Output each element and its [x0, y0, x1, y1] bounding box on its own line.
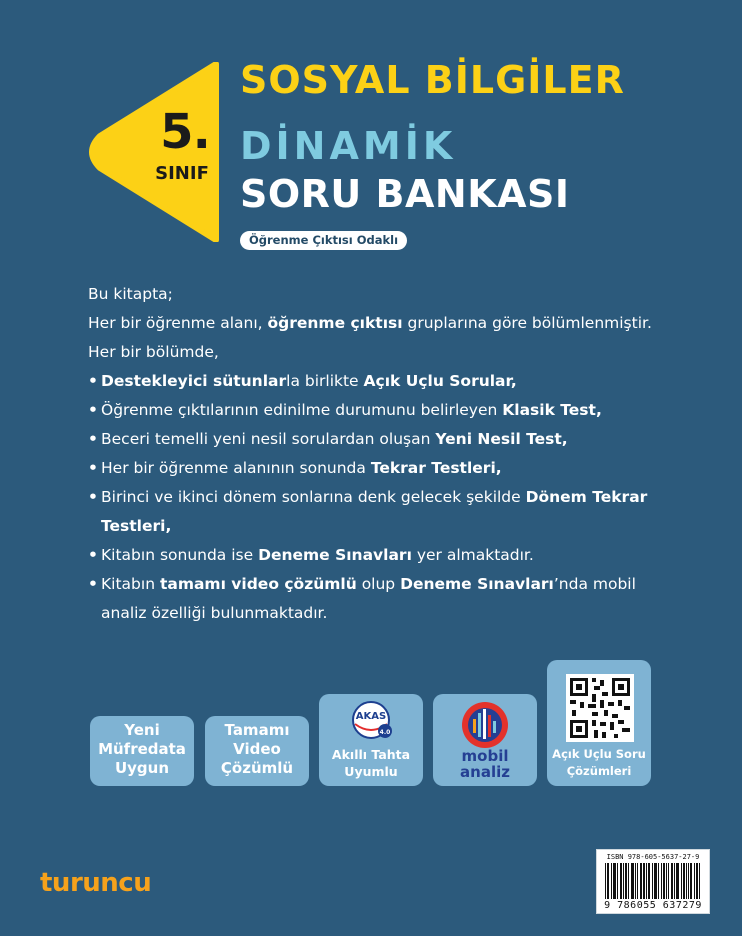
description-text: [88, 280, 668, 628]
text: Kitabın sonunda ise: [101, 546, 259, 564]
list-item: [88, 454, 668, 483]
text: Beceri temelli yeni nesil sorulardan oluşan: [101, 430, 436, 448]
tagline-pill: Öğrenme Çıktısı Odaklı: [240, 231, 407, 250]
card-line: Akıllı Tahta: [331, 747, 411, 762]
list-item: [88, 367, 668, 396]
akas-version-text: 4.0: [379, 729, 391, 736]
mobile-logo-word-2: analiz: [460, 763, 510, 781]
card-line: Uygun: [114, 759, 170, 777]
barcode-bar: [652, 863, 653, 899]
mobile-analysis-logo-icon: [460, 700, 510, 750]
barcode-bar: [697, 863, 698, 899]
barcode-bar: [648, 863, 649, 899]
barcode-bar: [613, 863, 614, 899]
barcode-bar: [605, 863, 606, 899]
barcode-bar: [686, 863, 687, 899]
bullet-icon: •: [88, 459, 98, 477]
list-item: [88, 483, 668, 541]
card-line: Video: [233, 740, 281, 758]
isbn-digits: 9 786055 637279: [604, 900, 702, 911]
card-line: Tamamı: [224, 721, 290, 739]
bullet-icon: •: [88, 575, 98, 593]
feature-card-video: [205, 716, 309, 786]
barcode-bar: [617, 863, 618, 899]
intro-line-2: [88, 309, 668, 338]
card-line: Açık Uçlu Soru: [552, 747, 646, 761]
barcode-bar: [666, 863, 667, 899]
barcode-bar: [608, 863, 609, 899]
bold-text: Tekrar Testleri,: [370, 459, 502, 477]
feature-card-curriculum: [90, 716, 194, 786]
barcode-bar: [614, 863, 615, 899]
text: Öğrenme çıktılarının edinilme durumunu belirleyen: [101, 401, 503, 419]
bold-text: Destekleyici sütunlar: [101, 372, 287, 390]
barcode-bar: [633, 863, 634, 899]
bold-text: Açık Uçlu Sorular,: [363, 372, 517, 390]
barcode-bar: [688, 863, 689, 899]
card-line: Müfredata: [98, 740, 186, 758]
intro-line-1: Bu kitapta;: [88, 285, 173, 303]
feature-card-smartboard: [319, 694, 423, 786]
bold-text: Deneme Sınavları: [400, 575, 554, 593]
bold-text: Yeni Nesil Test,: [435, 430, 568, 448]
barcode-bar: [684, 863, 685, 899]
barcode-bar: [615, 863, 616, 899]
bold-text: Klasik Test,: [502, 401, 602, 419]
bullet-icon: •: [88, 488, 98, 506]
bold-text: Deneme Sınavları: [258, 546, 412, 564]
text: ’nda mobil analiz özelliği bulunmaktadır.: [101, 575, 636, 622]
bullet-icon: •: [88, 372, 98, 390]
qr-code-icon: [566, 674, 634, 742]
barcode-bar: [611, 863, 612, 899]
bold-text: öğrenme çıktısı: [267, 314, 403, 332]
barcode-bar: [663, 863, 664, 899]
card-line: Çözümleri: [566, 764, 632, 778]
text: Her bir öğrenme alanının sonunda: [101, 459, 371, 477]
text: yer almaktadır.: [411, 546, 534, 564]
barcode-bar: [690, 863, 691, 899]
barcode-bar: [678, 863, 679, 899]
barcode-bar: [635, 863, 636, 899]
text: la birlikte: [286, 372, 364, 390]
text: olup: [356, 575, 401, 593]
barcode-bar: [691, 863, 692, 899]
text: Kitabın: [101, 575, 160, 593]
card-line: Çözümlü: [220, 759, 294, 777]
barcode-bar: [677, 863, 678, 899]
barcode-bar: [672, 863, 673, 899]
barcode-bar: [646, 863, 647, 899]
text: Her bir öğrenme alanı,: [88, 314, 268, 332]
publisher-logo: turuncu: [40, 868, 152, 898]
barcode-bar: [628, 863, 629, 899]
isbn-label: ISBN 978-605-5637-27-9: [606, 853, 700, 861]
barcode-bar: [654, 863, 655, 899]
barcode-bar: [620, 863, 621, 899]
text: gruplarına göre bölümlenmiştir.: [402, 314, 652, 332]
barcode-bar: [625, 863, 626, 899]
qr-code[interactable]: [566, 674, 634, 742]
barcode-bar: [668, 863, 669, 899]
intro-line-3: Her bir bölümde,: [88, 343, 219, 361]
barcode-bar: [644, 863, 645, 899]
subject-title: SOSYAL BİLGİLER: [240, 58, 625, 102]
bold-text: tamamı video çözümlü: [159, 575, 357, 593]
series-title: DİNAMİK: [240, 124, 457, 168]
barcode-bar: [671, 863, 672, 899]
barcode-bar: [631, 863, 632, 899]
list-item: [88, 425, 668, 454]
barcode-bar: [699, 863, 700, 899]
barcode-bar: [681, 863, 682, 899]
barcode-bar: [656, 863, 657, 899]
barcode-bar: [649, 863, 650, 899]
grade-word: SINIF: [155, 163, 209, 184]
barcode-bar: [607, 863, 608, 899]
barcode-bar: [655, 863, 656, 899]
barcode-bar: [674, 863, 675, 899]
text: Birinci ve ikinci dönem sonlarına denk gelecek şekilde: [101, 488, 526, 506]
barcode-bar: [641, 863, 642, 899]
barcode-bar: [664, 863, 665, 899]
bold-text: Dönem Tekrar Testleri,: [101, 488, 648, 535]
barcode-bar: [632, 863, 633, 899]
barcode-bar: [658, 863, 659, 899]
feature-card-mobile-analysis: [433, 694, 537, 786]
barcode-icon: [605, 863, 701, 899]
barcode-bar: [626, 863, 627, 899]
barcode-bar: [694, 863, 695, 899]
bullet-icon: •: [88, 546, 98, 564]
list-item: [88, 396, 668, 425]
barcode-bar: [643, 863, 644, 899]
card-line: Uyumlu: [344, 764, 398, 779]
bullet-icon: •: [88, 430, 98, 448]
barcode-bar: [676, 863, 677, 899]
book-type-title: SORU BANKASI: [240, 172, 570, 216]
barcode-bar: [640, 863, 641, 899]
list-item: [88, 570, 668, 628]
grade-number: 5.: [160, 104, 210, 160]
barcode-bar: [621, 863, 622, 899]
akas-logo-icon: [347, 700, 395, 742]
barcode-bar: [623, 863, 624, 899]
barcode-bar: [637, 863, 638, 899]
mobile-logo-word-1: mobil: [461, 747, 509, 765]
bullet-icon: •: [88, 401, 98, 419]
barcode-bar: [661, 863, 662, 899]
card-line: Yeni: [124, 721, 160, 739]
list-item: [88, 541, 668, 570]
barcode-bar: [696, 863, 697, 899]
barcode-bar: [683, 863, 684, 899]
isbn-barcode: [596, 849, 710, 914]
akas-logo-text: AKAS: [355, 711, 387, 722]
